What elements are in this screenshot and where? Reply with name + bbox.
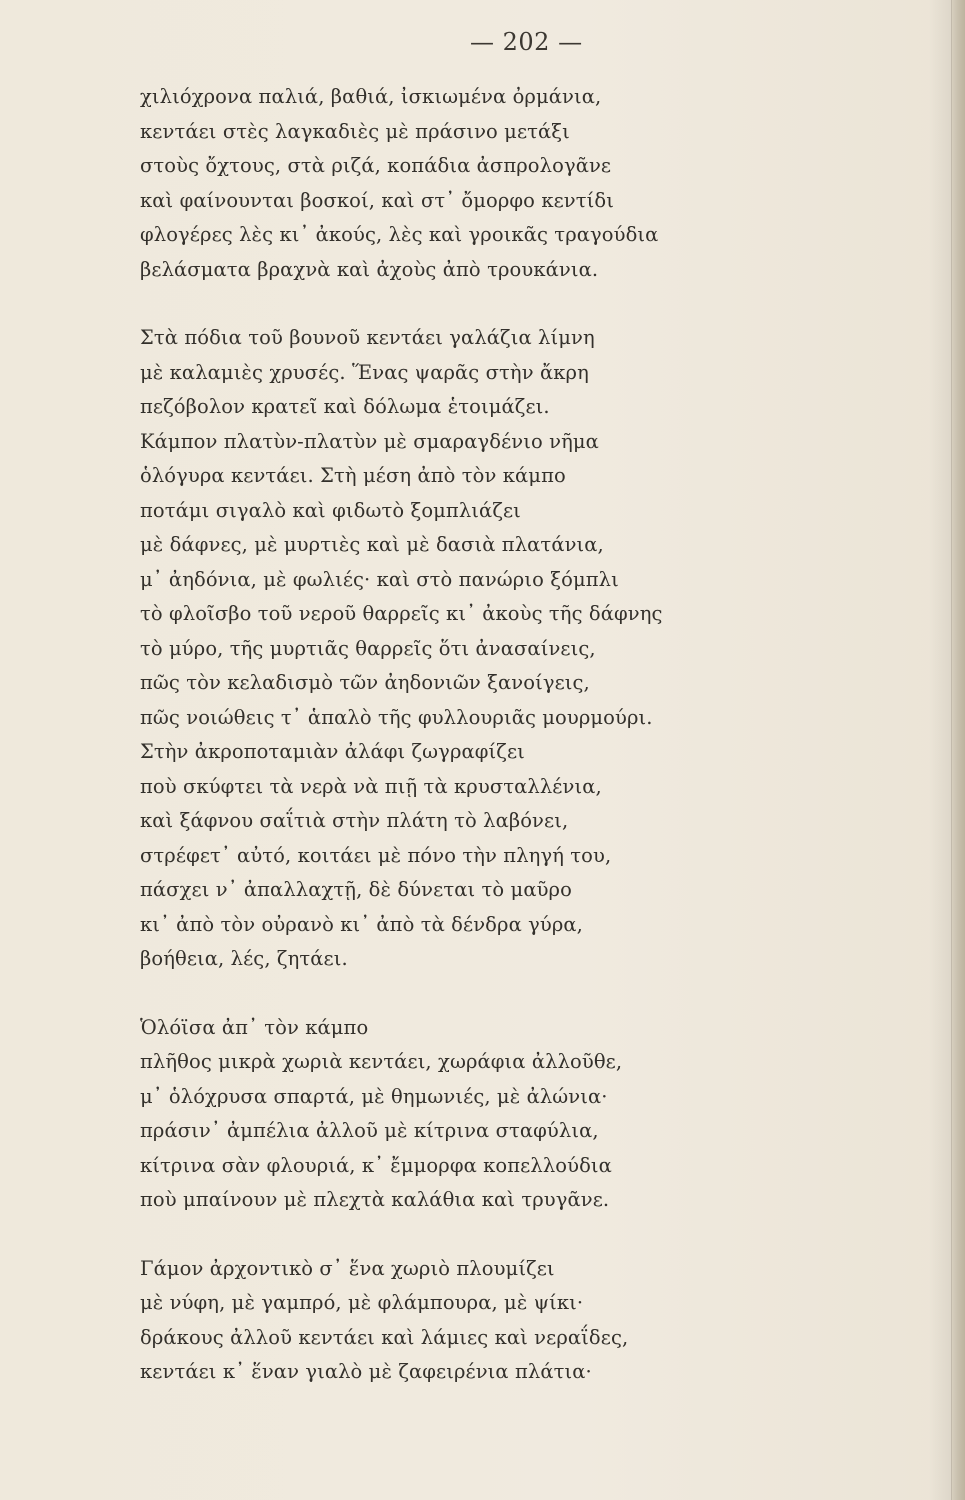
poem-line: μὲ καλαμιὲς χρυσές. Ἕνας ψαρᾶς στὴν ἄκρη — [140, 360, 589, 384]
poem-line: Ὁλόϊσα ἀπ᾽ τὸν κάμπο — [140, 1015, 369, 1039]
poem-line: κι᾽ ἀπὸ τὸν οὐρανὸ κι᾽ ἀπὸ τὰ δένδρα γύρα, — [140, 912, 583, 936]
stanza-2 — [140, 321, 840, 977]
poem-line: φλογέρες λὲς κι᾽ ἀκούς, λὲς καὶ γροικᾶς τραγούδια — [140, 223, 659, 246]
poem-line: Στὴν ἀκροποταμιὰν ἀλάφι ζωγραφίζει — [140, 740, 525, 763]
stanza-3 — [140, 1011, 840, 1218]
poem-line: πάσχει ν᾽ ἀπαλλαχτῇ, δὲ δύνεται τὸ μαῦρο — [140, 878, 572, 901]
poem-line: ὁλόγυρα κεντάει. Στὴ μέση ἀπὸ τὸν κάμπο — [140, 464, 566, 487]
poem-line: Γάμον ἀρχοντικὸ σ᾽ ἕνα χωριὸ πλουμίζει — [140, 1256, 555, 1280]
poem-text — [140, 80, 840, 1424]
poem-line: ποὺ σκύφτει τὰ νερὰ νὰ πιῇ τὰ κρυσταλλένια, — [140, 774, 602, 798]
page-number: — 202 — — [470, 28, 583, 56]
poem-line: μὲ δάφνες, μὲ μυρτιὲς καὶ μὲ δασιὰ πλατάνια, — [140, 533, 604, 556]
poem-line: πράσιν᾽ ἀμπέλια ἀλλοῦ μὲ κίτρινα σταφύλια, — [140, 1119, 599, 1142]
poem-line: Στὰ πόδια τοῦ βουνοῦ κεντάει γαλάζια λίμνη — [140, 326, 595, 349]
poem-line: καὶ ξάφνου σαΐτιὰ στὴν πλάτη τὸ λαβόνει, — [140, 809, 569, 832]
poem-line: πλῆθος μικρὰ χωριὰ κεντάει, χωράφια ἀλλοῦθε, — [140, 1050, 623, 1073]
poem-line: κεντάει κ᾽ ἕναν γιαλὸ μὲ ζαφειρένια πλάτια· — [140, 1360, 592, 1383]
poem-line: στρέφετ᾽ αὐτό, κοιτάει μὲ πόνο τὴν πληγή του, — [140, 843, 612, 867]
poem-line: τὸ μύρο, τῆς μυρτιᾶς θαρρεῖς ὅτι ἀνασαίνεις, — [140, 636, 596, 660]
page-edge-shadow — [929, 0, 951, 1500]
poem-line: μ᾽ ὁλόχρυσα σπαρτά, μὲ θημωνιές, μὲ ἀλώνια· — [140, 1084, 608, 1108]
poem-line: ποὺ μπαίνουν μὲ πλεχτὰ καλάθια καὶ τρυγᾶνε. — [140, 1188, 610, 1211]
stanza-4 — [140, 1252, 840, 1390]
poem-line: τὸ φλοῖσβο τοῦ νεροῦ θαρρεῖς κι᾽ ἀκοὺς τῆς δάφνης — [140, 602, 663, 625]
poem-line: χιλιόχρονα παλιά, βαθιά, ἰσκιωμένα ὀρμάνια, — [140, 85, 602, 108]
poem-line: δράκους ἀλλοῦ κεντάει καὶ λάμιες καὶ νεραΐδες, — [140, 1325, 629, 1349]
poem-line: Κάμπον πλατὺν-πλατὺν μὲ σμαραγδένιο νῆμα — [140, 429, 599, 453]
poem-line: κεντάει στὲς λαγκαδιὲς μὲ πράσινο μετάξι — [140, 119, 570, 143]
poem-line: ποτάμι σιγαλὸ καὶ φιδωτὸ ξομπλιάζει — [140, 498, 521, 522]
poem-line: κίτρινα σὰν φλουριά, κ᾽ ἔμμορφα κοπελλούδια — [140, 1153, 612, 1177]
poem-line: μὲ νύφη, μὲ γαμπρό, μὲ φλάμπουρα, μὲ ψίκι· — [140, 1291, 584, 1314]
page-binding-edge — [951, 0, 965, 1500]
poem-line: στοὺς ὄχτους, στὰ ριζά, κοπάδια ἀσπρολογᾶνε — [140, 154, 612, 177]
poem-line: πεζόβολον κρατεῖ καὶ δόλωμα ἑτοιμάζει. — [140, 395, 550, 418]
poem-line: πῶς τὸν κελαδισμὸ τῶν ἀηδονιῶν ξανοίγεις, — [140, 671, 590, 694]
poem-line: βοήθεια, λές, ζητάει. — [140, 947, 348, 970]
stanza-1 — [140, 80, 840, 287]
poem-line: μ᾽ ἀηδόνια, μὲ φωλιές· καὶ στὸ πανώριο ξόμπλι — [140, 567, 619, 591]
poem-line: πῶς νοιώθεις τ᾽ ἁπαλὸ τῆς φυλλουριᾶς μουρμούρι. — [140, 705, 653, 729]
poem-line: βελάσματα βραχνὰ καὶ ἀχοὺς ἀπὸ τρουκάνια. — [140, 257, 599, 281]
poem-line: καὶ φαίνουνται βοσκοί, καὶ στ᾽ ὄμορφο κεντίδι — [140, 188, 614, 212]
